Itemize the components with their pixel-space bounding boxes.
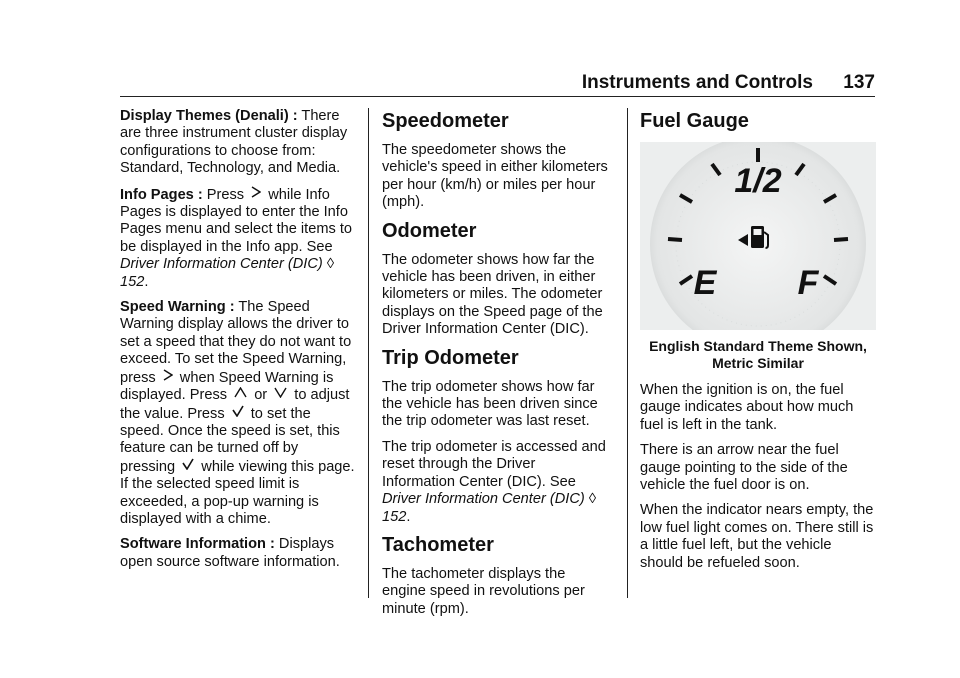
section-title: Instruments and Controls: [581, 72, 813, 93]
trip-odometer-reset-text: The trip odometer is accessed and reset through the Driver Information Center (DIC). See: [382, 438, 606, 490]
gauge-label-empty: E: [693, 264, 717, 302]
info-pages-paragraph: [120, 186, 356, 291]
trip-odometer-reset-paragraph: [382, 439, 610, 526]
up-arrow-icon: [234, 387, 247, 400]
fuel-door-paragraph: There is an arrow near the fuel gauge pointing to the side of the vehicle the fuel door is on.: [640, 442, 848, 494]
page-number: 137: [843, 72, 875, 93]
software-information-text: Displays open source software information.: [120, 536, 340, 570]
fuel-gauge-figure: [640, 142, 876, 330]
column-divider: [627, 108, 628, 598]
speedometer-heading: Speedometer: [382, 110, 509, 132]
page-ref-number[interactable]: 152: [120, 273, 145, 290]
page-ref-symbol: ◊: [588, 491, 597, 508]
low-fuel-paragraph: When the indicator nears empty, the low fuel light comes on. There still is a little fuel left, but the vehicle should be refueled soon.: [640, 502, 874, 571]
column-divider: [368, 108, 369, 598]
caption-line: Metric Similar: [712, 355, 804, 371]
period: .: [144, 273, 149, 290]
gauge-label-half: 1/2: [734, 162, 782, 200]
fuel-gauge-illustration: [640, 142, 876, 330]
fuel-gauge-paragraph: When the ignition is on, the fuel gauge indicates about how much fuel is left in the tank.: [640, 382, 854, 433]
software-information-paragraph: [120, 536, 356, 571]
display-themes-paragraph: [120, 108, 356, 178]
tick-mark: [668, 239, 682, 240]
tachometer-heading: Tachometer: [382, 533, 494, 556]
speed-warning-text: to adjust the value. Press: [120, 387, 350, 422]
caption-line: English Standard Theme Shown,: [649, 338, 867, 354]
speed-warning-paragraph: [120, 299, 356, 528]
speed-warning-text: when Speed Warning is displayed. Press: [120, 369, 334, 404]
dic-reference[interactable]: Driver Information Center (DIC): [382, 491, 585, 508]
speed-warning-term: Speed Warning :: [120, 299, 235, 316]
info-pages-text: while Info Pages is displayed to enter the Info Pages menu and select the items to be displayed in the Info app. See: [120, 186, 353, 255]
software-information-term: Software Information :: [120, 536, 275, 553]
info-pages-term: Info Pages :: [120, 186, 203, 203]
column-left: [120, 108, 356, 579]
speed-warning-text: or: [250, 387, 272, 404]
select-arrow-icon: [163, 369, 173, 383]
page-header: [120, 64, 875, 97]
trip-odometer-heading: Trip Odometer: [382, 346, 519, 369]
page-ref-number[interactable]: 152: [382, 508, 407, 525]
odometer-text: The odometer shows how far the vehicle has been driven, in either kilometers or miles. The odometer displays on the Speed page of the Driver Information Center (DIC).: [382, 251, 603, 338]
display-themes-text: There are three instrument cluster display configurations to choose from: Standard, Technology, and Media.: [120, 108, 348, 177]
tick-mark: [834, 239, 848, 240]
tachometer-text: The tachometer displays the engine speed in revolutions per minute (rpm).: [382, 565, 585, 617]
page-ref-symbol: ◊: [326, 256, 335, 273]
checkmark-icon: [182, 458, 194, 472]
column-right: [640, 108, 876, 580]
speed-warning-text: to set the speed. Once the speed is set, this feature can be turned off by pressing: [120, 405, 340, 475]
checkmark-icon: [232, 405, 244, 419]
odometer-heading: Odometer: [382, 219, 477, 242]
speed-warning-text: The Speed Warning display allows the driver to set a speed that they do not want to exceed. To set the Speed Warning, press: [120, 299, 352, 386]
info-pages-text: Press: [202, 186, 249, 203]
select-arrow-icon: [251, 186, 261, 200]
fuel-gauge-heading: Fuel Gauge: [640, 110, 749, 132]
figure-caption: [640, 338, 876, 372]
down-arrow-icon: [274, 387, 287, 400]
speedometer-text: The speedometer shows the vehicle's speed in either kilometers per hour (km/h) or miles per hour (mph).: [382, 142, 608, 211]
display-themes-term: Display Themes (Denali) :: [120, 108, 298, 124]
speed-warning-text: while viewing this page. If the selected speed limit is exceeded, a pop-up warning is displayed with a chime.: [120, 458, 355, 527]
column-middle: [382, 108, 610, 626]
period: .: [406, 508, 411, 525]
trip-odometer-text: The trip odometer shows how far the vehicle has been driven since the trip odometer was last reset.: [382, 378, 598, 430]
gauge-label-full: F: [797, 264, 819, 302]
dic-reference[interactable]: Driver Information Center (DIC): [120, 256, 323, 273]
